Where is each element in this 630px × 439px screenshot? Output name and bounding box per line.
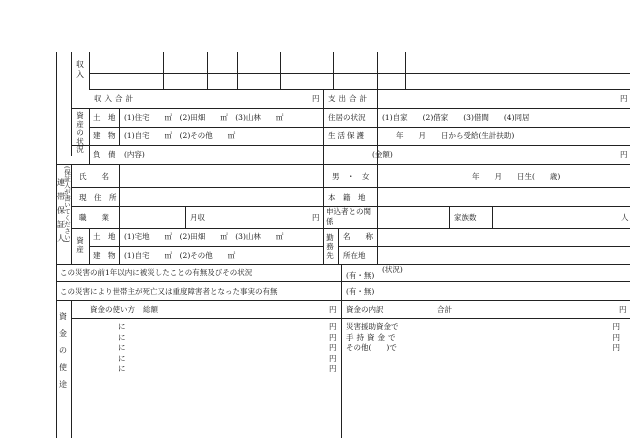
question-1-status: (状況) xyxy=(382,265,403,274)
guarantor-workplace-label: 勤務先 xyxy=(326,233,334,260)
usage-yen: 円 xyxy=(329,322,337,331)
assets-building-label: 建 物 xyxy=(93,131,116,140)
question-2-answer: (有・無) xyxy=(346,287,375,296)
income-label: 収入 xyxy=(76,60,94,79)
breakdown-rows xyxy=(346,322,626,354)
guarantor-building-label: 建 物 xyxy=(93,251,116,260)
breakdown-row-unit: 円 xyxy=(612,343,620,352)
breakdown-row-unit: 円 xyxy=(612,332,620,342)
breakdown-total-header: 合計 xyxy=(437,305,452,314)
guarantor-domicile-label: 本 籍 地 xyxy=(328,193,366,202)
welfare-text: 年 月 日から受給(生計扶助) xyxy=(396,131,515,140)
guarantor-name-label: 氏 名 xyxy=(79,172,109,181)
breakdown-row xyxy=(346,343,626,354)
assets-land-label: 土 地 xyxy=(93,113,116,122)
guarantor-birth: 年 月 日生( 歳) xyxy=(472,172,561,181)
debt-label: 負 債 xyxy=(93,150,116,159)
assets-side-label: 資産の状況 xyxy=(76,111,84,154)
usage-yen: 円 xyxy=(329,364,337,373)
breakdown-row-unit: 円 xyxy=(612,322,620,331)
guarantor-relation-label: 申込者との関係 xyxy=(326,207,371,226)
usage-amount-header: 総額 xyxy=(143,305,158,314)
usage-total-unit: 円 xyxy=(329,305,337,314)
guarantor-family-unit: 人 xyxy=(621,213,629,222)
assets-land-items: (1)住宅 ㎡ (2)田畑 ㎡ (3)山林 ㎡ xyxy=(124,113,284,122)
usage-ni: に xyxy=(118,332,126,342)
usage-ni: に xyxy=(118,364,126,373)
question-1-answer: (有・無) xyxy=(346,271,375,280)
guarantor-monthly-income-label: 月収 xyxy=(190,213,205,222)
guarantor-address-label: 現 住 所 xyxy=(79,193,117,202)
housing-options: (1)自家 (2)借家 (3)借間 (4)同居 xyxy=(382,113,530,122)
usage-ni: に xyxy=(118,322,126,331)
breakdown-row xyxy=(346,322,626,333)
breakdown-header: 資金の内訳 xyxy=(346,305,384,314)
expense-total-unit: 円 xyxy=(620,94,628,103)
breakdown-row-label: 手持資金で xyxy=(346,332,399,342)
usage-header: 資金の使い方 xyxy=(90,305,135,314)
debt-content: (内容) xyxy=(124,150,145,159)
usage-ni-column xyxy=(118,322,126,375)
housing-label: 住居の状況 xyxy=(328,113,366,122)
guarantor-job-label: 職 業 xyxy=(79,213,109,222)
debt-unit: 円 xyxy=(620,150,628,159)
breakdown-row-label: その他( )で xyxy=(346,343,397,352)
usage-yen: 円 xyxy=(329,343,337,352)
usage-yen-column xyxy=(329,322,337,375)
guarantor-land-items: (1)宅地 ㎡ (2)田畑 ㎡ (3)山林 ㎡ xyxy=(124,232,284,241)
usage-ni: に xyxy=(118,343,126,352)
guarantor-family-label: 家族数 xyxy=(454,213,477,222)
usage-yen: 円 xyxy=(329,353,337,363)
guarantor-gender: 男 ・ 女 xyxy=(332,172,370,181)
income-total-unit: 円 xyxy=(312,94,320,103)
guarantor-monthly-income-unit: 円 xyxy=(312,213,320,222)
welfare-label: 生活保護 xyxy=(328,131,366,140)
income-total-label: 収入合計 xyxy=(94,94,136,103)
breakdown-row-label: 災害援助資金で xyxy=(346,322,399,331)
debt-amount: (金額) xyxy=(372,150,393,159)
usage-side-label: 資金の使途 xyxy=(59,312,67,389)
guarantor-building-items: (1)自宅 ㎡ (2)その他 ㎡ xyxy=(124,251,236,260)
guarantor-side-label: 連帯保証人 xyxy=(57,178,65,243)
breakdown-row xyxy=(346,333,626,344)
breakdown-unit: 円 xyxy=(619,305,627,314)
expense-total-label: 支出合計 xyxy=(328,94,370,103)
assets-building-items: (1)自宅 ㎡ (2)その他 ㎡ xyxy=(124,131,236,140)
guarantor-assets-label: 資産 xyxy=(76,236,84,254)
usage-ni: に xyxy=(118,353,126,363)
guarantor-workplace-address-label: 所在地 xyxy=(343,251,366,260)
usage-yen: 円 xyxy=(329,332,337,342)
guarantor-side-note: (保証人が書いてください) xyxy=(63,166,71,243)
question-1: この災害の前1年以内に被災したことの有無及びその状況 xyxy=(60,268,253,277)
guarantor-land-label: 土 地 xyxy=(93,232,116,241)
guarantor-workplace-name-label: 名 称 xyxy=(343,232,373,241)
question-2: この災害により世帯主が死亡又は重度障害者となった事実の有無 xyxy=(60,287,278,296)
